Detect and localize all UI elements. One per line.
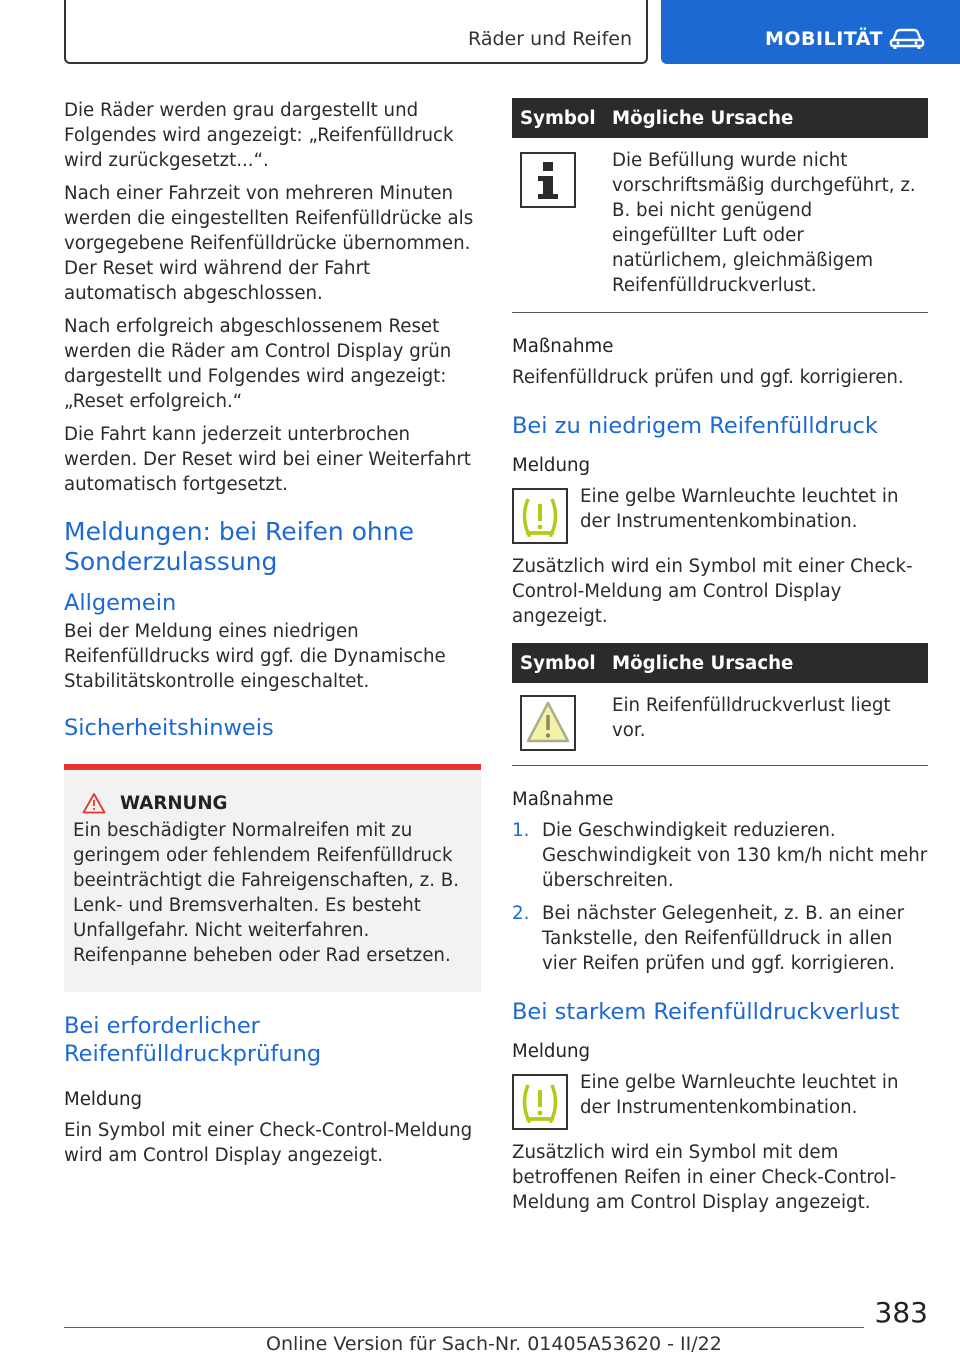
step-number: 1.: [512, 820, 530, 841]
heading-meldungen: Meldungen: bei Reifen ohne Sonderzulassung: [64, 517, 414, 576]
paragraph: Die Räder werden grau dargestellt und Folgendes wird angezeigt: „Reifenfülldruck wird zurückgesetzt...“.: [64, 100, 454, 171]
chapter-title: MOBILITÄT: [765, 28, 883, 50]
tire-pressure-warning-icon: [512, 488, 568, 544]
paragraph: Nach einer Fahrzeit von mehreren Minuten werden die eingestellten Reifenfülldrücke als vorgegebene Reifenfülldrücke übernommen. Der Reset wird während der Fahrt automatisch abgeschlossen.: [64, 183, 474, 304]
header-section-tab: [64, 0, 648, 64]
header-chapter-tab: [661, 0, 960, 64]
list-item: [512, 818, 928, 893]
info-icon: [520, 152, 576, 208]
paragraph: Die Fahrt kann jederzeit unterbrochen werden. Der Reset wird bei einer Weiterfahrt automatisch fortgesetzt.: [64, 424, 471, 495]
symbol-table-1: [512, 98, 928, 313]
paragraph: Eine gelbe Warnleuchte leuchtet in der Instrumentenkombination.: [580, 486, 899, 532]
heading-allgemein: Allgemein: [64, 590, 177, 616]
car-icon: [889, 26, 925, 50]
section-title: Räder und Reifen: [468, 28, 632, 50]
label-meldung: Meldung: [64, 1089, 143, 1110]
label-meldung: Meldung: [512, 1041, 591, 1062]
label-meldung: Meldung: [512, 455, 591, 476]
column-header-symbol: Symbol: [512, 643, 604, 683]
footer-divider: [64, 1327, 864, 1328]
table-row: [512, 138, 928, 313]
warning-triangle-icon: [82, 792, 106, 814]
step-text: Bei nächster Gelegenheit, z. B. an einer Tankstelle, den Reifenfülldruck in allen vier Reifen prüfen und ggf. korrigieren.: [542, 903, 905, 974]
heading-erforderlich: Bei erforderlicher Reifenfülldruckprüfung: [64, 1013, 322, 1067]
paragraph: Zusätzlich wird ein Symbol mit einer Check-Control-Meldung am Control Display angezeigt.: [512, 556, 913, 627]
paragraph: Nach erfolgreich abgeschlossenem Reset werden die Räder am Control Display grün dargestellt und Folgendes wird angezeigt: „Reset erfolgreich.“: [64, 316, 452, 412]
left-column: [64, 98, 481, 1176]
heading-sicherheitshinweis: Sicherheitshinweis: [64, 715, 274, 741]
paragraph: Ein Symbol mit einer Check-Control-Meldung wird am Control Display angezeigt.: [64, 1120, 473, 1166]
warning-text: Ein beschädigter Normalreifen mit zu geringem oder fehlendem Reifenfülldruck beeinträchtigt die Fahreigenschaften, z. B. Lenk- und Bremsverhalten. Es besteht Unfallgefahr. Nicht weiterfahren. Reifenpanne beheben oder Rad ersetzen.: [73, 820, 460, 966]
paragraph: Bei der Meldung eines niedrigen Reifenfülldrucks wird ggf. die Dynamische Stabilitätskontrolle eingeschaltet.: [64, 621, 446, 692]
list-item: [512, 901, 928, 976]
page-number: 383: [874, 1296, 928, 1329]
heading-stark: Bei starkem Reifenfülldruckverlust: [512, 999, 900, 1025]
right-column: [512, 98, 928, 1223]
paragraph: Reifenfülldruck prüfen und ggf. korrigieren.: [512, 367, 904, 388]
steps-list: [512, 818, 928, 976]
step-text: Die Geschwindigkeit reduzieren. Geschwindigkeit von 130 km/h nicht mehr überschreiten.: [542, 820, 928, 891]
warning-box: [64, 764, 481, 992]
column-header-cause: Mögliche Ursache: [604, 98, 928, 138]
column-header-cause: Mögliche Ursache: [604, 643, 928, 683]
table-row: [512, 683, 928, 766]
cause-text: Ein Reifenfülldruckverlust liegt vor.: [604, 683, 928, 766]
paragraph: Eine gelbe Warnleuchte leuchtet in der Instrumentenkombination.: [580, 1072, 899, 1118]
label-massnahme: Maßnahme: [512, 789, 614, 810]
label-massnahme: Maßnahme: [512, 336, 614, 357]
symbol-table-2: [512, 643, 928, 766]
warning-title: WARNUNG: [120, 792, 228, 814]
heading-niedrig: Bei zu niedrigem Reifenfülldruck: [512, 413, 878, 439]
tire-pressure-warning-icon: [512, 1074, 568, 1130]
paragraph: Zusätzlich wird ein Symbol mit dem betroffenen Reifen in einer Check-Control-Meldung am Control Display angezeigt.: [512, 1142, 897, 1213]
step-number: 2.: [512, 903, 530, 924]
cause-text: Die Befüllung wurde nicht vorschriftsmäßig durchgeführt, z. B. bei nicht genügend eingefüllter Luft oder natürlichem, gleichmäßigem Reifenfülldruckverlust.: [604, 138, 928, 313]
column-header-symbol: Symbol: [512, 98, 604, 138]
footer-text: Online Version für Sach-Nr. 01405A53620 - II/22: [266, 1333, 722, 1355]
warning-triangle-icon: [520, 695, 576, 751]
